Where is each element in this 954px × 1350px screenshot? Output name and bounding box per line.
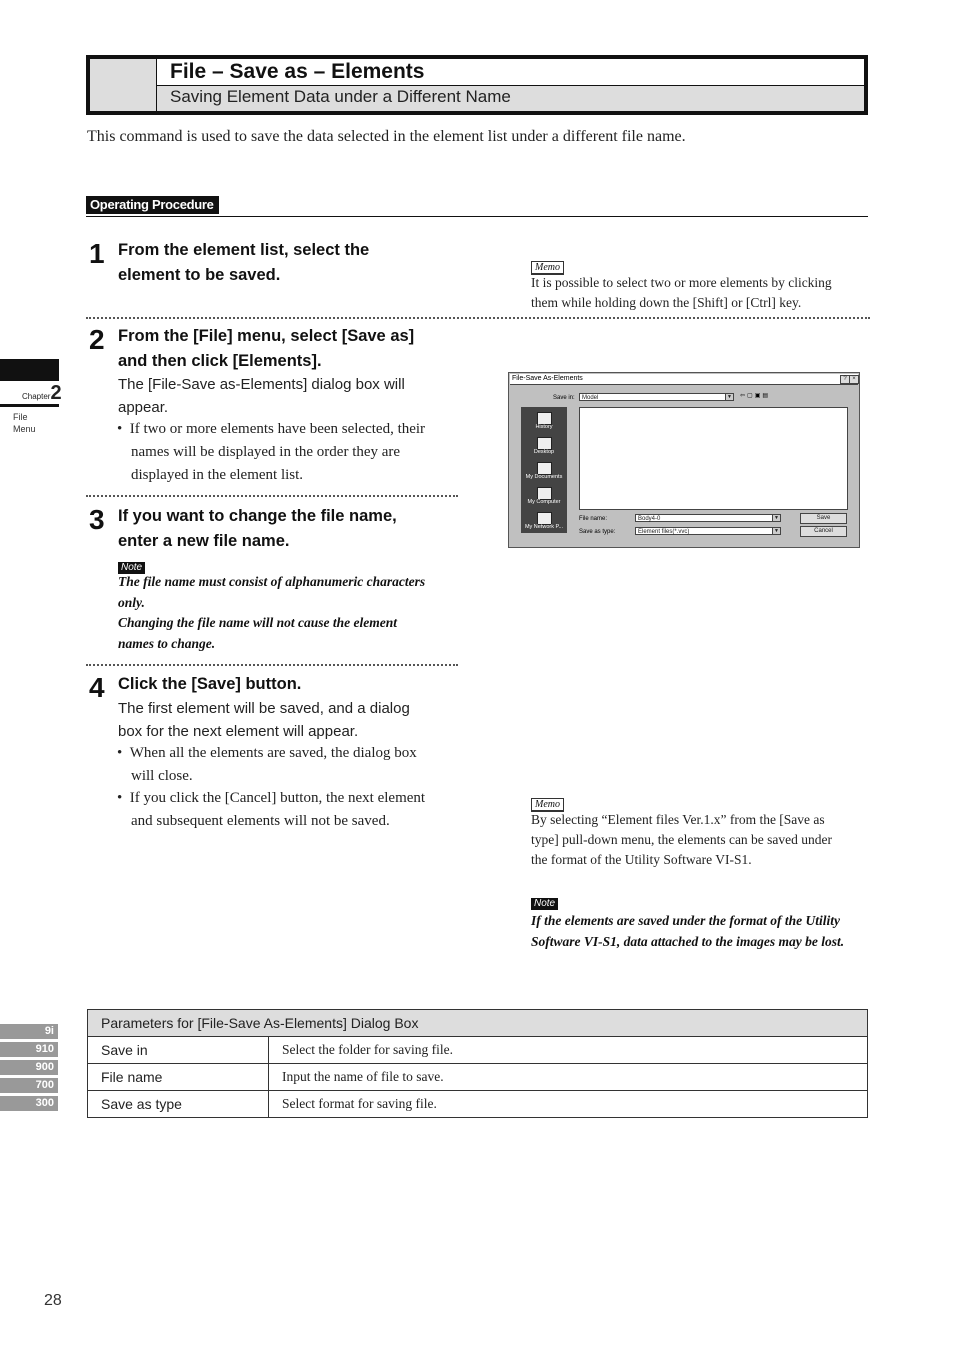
table-row: [88, 1064, 868, 1091]
close-button[interactable]: ×: [849, 375, 859, 384]
dialog-title-bar: [510, 374, 858, 385]
step-heading-line: and then click [Elements].: [118, 352, 322, 370]
header-subtitle-bar: [157, 86, 864, 111]
chevron-down-icon: ▼: [772, 515, 780, 521]
intro-text: This command is used to save the data selected in the element list under a different file name.: [87, 128, 686, 145]
header-title-bar: [157, 59, 864, 85]
step-body-line: The [File-Save as-Elements] dialog box will: [118, 376, 405, 393]
place-label: History: [535, 424, 553, 430]
step-heading: [118, 324, 414, 374]
chapter-label: Chapter: [22, 392, 51, 401]
dialog-title: File-Save As-Elements: [512, 375, 583, 382]
divider: [86, 317, 870, 319]
param-desc: Select format for saving file.: [269, 1091, 868, 1118]
step-heading-line: element to be saved.: [118, 266, 281, 284]
divider: [86, 664, 458, 666]
list-item: • When all the elements are saved, the dialog box will close.: [117, 742, 457, 788]
step-heading-line: From the [File] menu, select [Save as]: [118, 327, 415, 345]
chapter-underline: [0, 404, 59, 407]
file-list-area[interactable]: [579, 407, 848, 510]
step-number: 3: [89, 504, 105, 535]
model-tab: 700: [0, 1078, 58, 1093]
step-body-line: box for the next element will appear.: [118, 723, 359, 740]
step-body: [118, 697, 410, 743]
page-title: File – Save as – Elements: [170, 60, 425, 83]
param-name: File name: [88, 1064, 269, 1091]
note-line: names to change.: [118, 635, 216, 651]
bullet-text: displayed in the element list.: [131, 467, 304, 483]
memo-icon: Memo: [531, 798, 564, 812]
section-label-line: Menu: [13, 424, 36, 434]
note-badge: [531, 893, 558, 911]
chapter-number: 2: [50, 382, 62, 404]
table-row: [88, 1091, 868, 1118]
model-tab: 900: [0, 1060, 58, 1075]
divider: [86, 495, 458, 497]
step-heading-line: If you want to change the file name,: [118, 507, 397, 525]
place-label: My Network P...: [524, 524, 564, 530]
place-my-computer[interactable]: [521, 484, 567, 508]
chevron-down-icon: ▼: [772, 528, 780, 534]
note-line: Software VI-S1, data attached to the images may be lost.: [531, 933, 845, 949]
step-number: 1: [89, 238, 105, 269]
bullet-text: and subsequent elements will not be saved.: [131, 813, 390, 829]
note-line: only.: [118, 594, 145, 610]
list-item: • If two or more elements have been selected, their names will be displayed in the order they are displayed in the element list.: [117, 418, 457, 487]
bullet-text: If two or more elements have been selected, their: [129, 421, 426, 437]
step-number: 2: [89, 324, 105, 355]
section-header: [86, 55, 868, 115]
section-label: [13, 411, 36, 435]
file-name-input[interactable]: [635, 514, 781, 522]
param-name: Save in: [88, 1037, 269, 1064]
chevron-down-icon: ▼: [725, 394, 733, 400]
save-in-select[interactable]: [579, 393, 734, 401]
procedure-heading: [86, 196, 868, 217]
note-line: The file name must consist of alphanumeric characters: [118, 574, 426, 589]
place-my-network[interactable]: [521, 509, 567, 533]
note-icon: Note: [118, 562, 145, 574]
save-as-dialog-screenshot: [508, 372, 860, 548]
param-desc: Select the folder for saving file.: [269, 1037, 868, 1064]
bullet-text: If you click the [Cancel] button, the next element: [129, 790, 426, 806]
bullet-text: When all the elements are saved, the dialog box: [129, 745, 417, 761]
save-in-value: Model: [582, 395, 599, 401]
toolbar-icons[interactable]: ⇦▢▣▤: [740, 393, 771, 399]
list-item: • If you click the [Cancel] button, the next element and subsequent elements will not be saved.: [117, 787, 457, 833]
memo-text: [531, 273, 832, 313]
memo-text: [531, 810, 832, 870]
memo-line: them while holding down the [Shift] or [Ctrl] key.: [531, 295, 802, 310]
step-heading: [118, 238, 369, 288]
chapter-tab: [0, 359, 59, 381]
step-heading: [118, 504, 397, 554]
model-tab: 9i: [0, 1024, 58, 1039]
memo-line: It is possible to select two or more elements by clicking: [531, 275, 832, 290]
param-desc: Input the name of file to save.: [269, 1064, 868, 1091]
place-label: My Computer: [527, 499, 561, 505]
file-name-value: Body4-0: [638, 516, 661, 522]
place-my-documents[interactable]: [521, 459, 567, 483]
memo-line: type] pull-down menu, the elements can be saved under: [531, 832, 833, 847]
page-number: 28: [44, 1292, 62, 1309]
memo-icon: Memo: [531, 261, 564, 275]
place-history[interactable]: [521, 409, 567, 433]
step-heading: [118, 672, 301, 697]
note-icon: Note: [531, 898, 558, 910]
save-type-select[interactable]: [635, 527, 781, 535]
help-button[interactable]: ?: [840, 375, 850, 384]
param-name: Save as type: [88, 1091, 269, 1118]
table-row: [88, 1037, 868, 1064]
table-title: Parameters for [File-Save As-Elements] Dialog Box: [88, 1010, 868, 1037]
step-body-line: appear.: [118, 399, 169, 416]
procedure-label: Operating Procedure: [86, 196, 219, 214]
memo-line: the format of the Utility Software VI-S1.: [531, 852, 752, 867]
note-text: [118, 572, 425, 654]
save-type-value: Element files(*.vvc): [638, 529, 690, 535]
bullet-text: will close.: [131, 768, 193, 784]
note-text: [531, 911, 844, 952]
section-label-line: File: [13, 412, 28, 422]
note-line: If the elements are saved under the format of the Utility: [531, 913, 840, 928]
save-type-label: Save as type:: [579, 529, 616, 535]
note-line: Changing the file name will not cause the element: [118, 615, 398, 630]
table-header-row: [88, 1010, 868, 1037]
place-label: Desktop: [533, 449, 555, 455]
memo-line: By selecting “Element files Ver.1.x” from the [Save as: [531, 812, 825, 827]
header-side-block: [90, 59, 156, 111]
step-heading-line: From the element list, select the: [118, 241, 370, 259]
cancel-button[interactable]: Cancel: [800, 526, 847, 537]
step-body-line: The first element will be saved, and a dialog: [118, 700, 410, 717]
file-name-label: File name:: [579, 516, 608, 522]
place-desktop[interactable]: [521, 434, 567, 458]
parameters-table: [87, 1009, 868, 1118]
save-in-label: Save in:: [553, 395, 575, 401]
save-button[interactable]: Save: [800, 513, 847, 524]
step-heading-line: Click the [Save] button.: [118, 675, 302, 693]
step-number: 4: [89, 672, 105, 703]
place-label: My Documents: [525, 474, 563, 480]
bullet-text: names will be displayed in the order they are: [131, 444, 401, 460]
model-tab: 300: [0, 1096, 58, 1111]
step-heading-line: enter a new file name.: [118, 532, 290, 550]
model-tab: 910: [0, 1042, 58, 1057]
step-body: [118, 373, 405, 419]
page-subtitle: Saving Element Data under a Different Name: [170, 87, 511, 106]
places-bar: [521, 407, 567, 533]
